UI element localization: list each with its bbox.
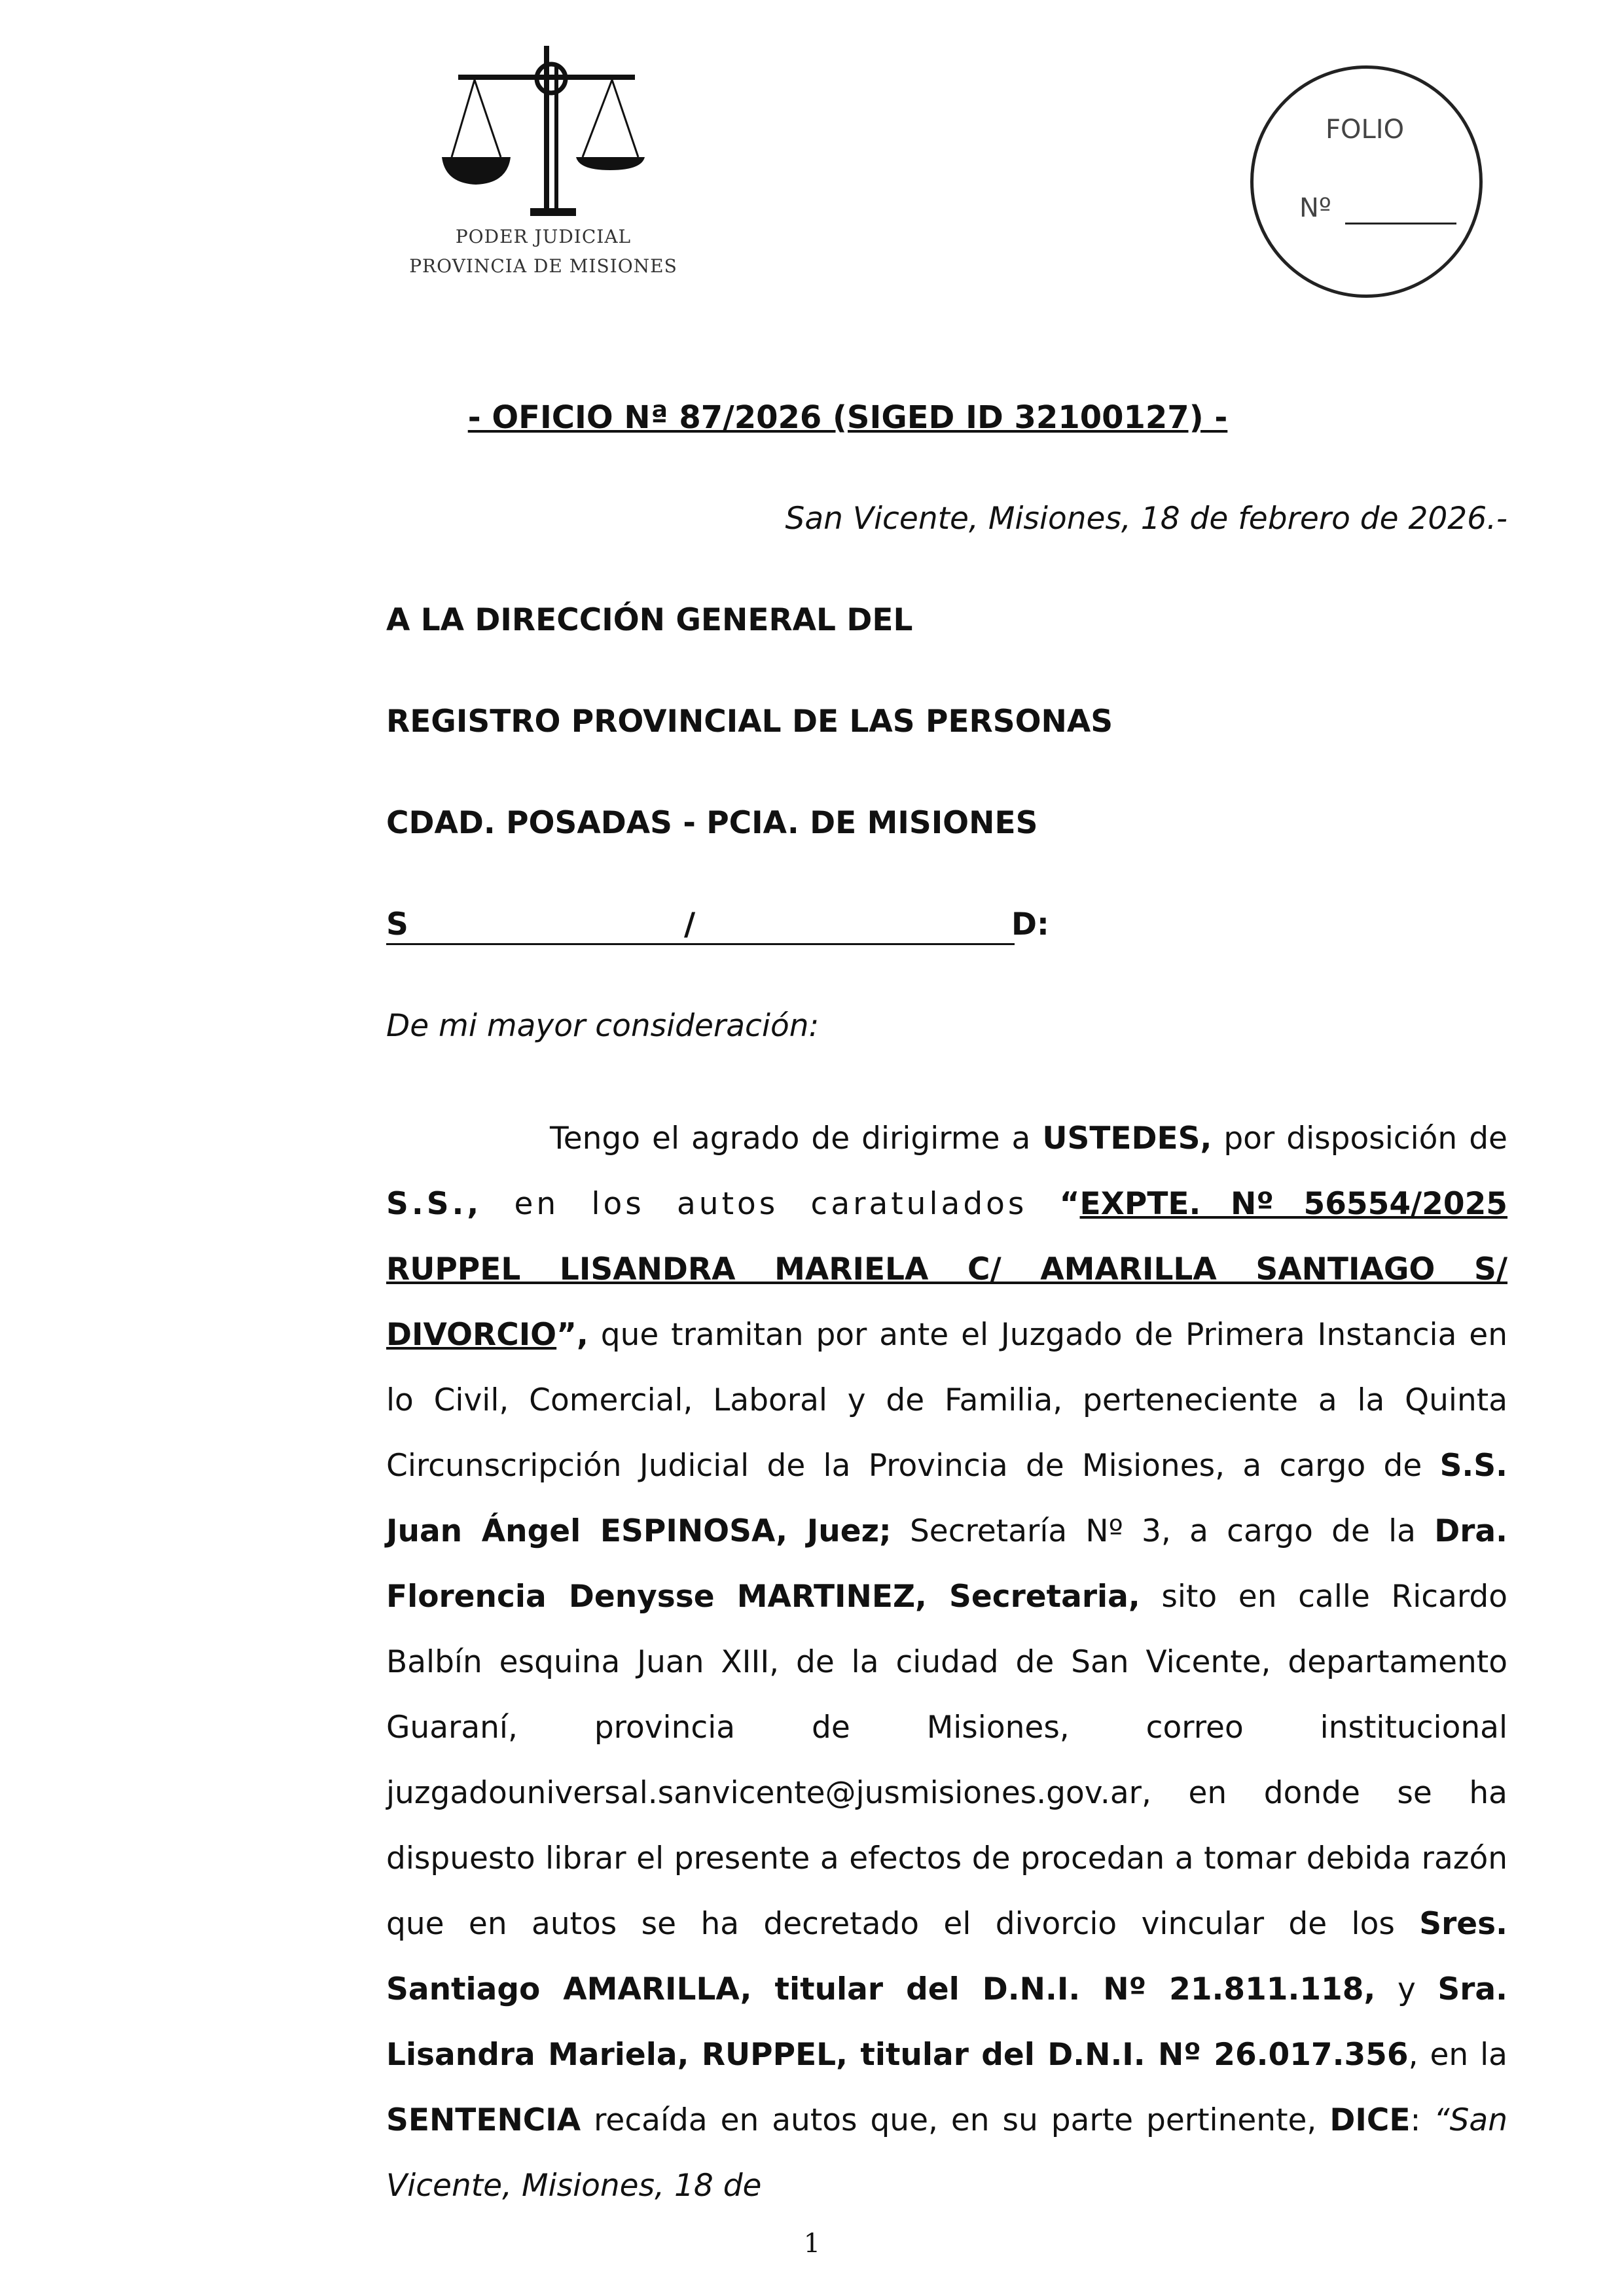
logo-text-poder-judicial: PODER JUDICIAL bbox=[455, 226, 632, 247]
body-text: : bbox=[1410, 2102, 1434, 2138]
place-date: San Vicente, Misiones, 18 de febrero de 2026.- bbox=[785, 501, 1507, 537]
scales-of-justice-icon bbox=[439, 39, 648, 223]
body-text: Tengo el agrado de dirigirme a bbox=[550, 1121, 1043, 1157]
body-text: que tramitan por ante el Juzgado de Primera Instancia en lo Civil, Comercial, Laboral y de Familia, perteneciente a la Quinta Circunscripción Judicial de la Provincia de Misiones, a cargo de bbox=[386, 1317, 1507, 1484]
body-text: en los autos caratulados bbox=[482, 1186, 1060, 1222]
addressee-line-1: A LA DIRECCIÓN GENERAL DEL bbox=[386, 602, 913, 638]
document-title: - OFICIO Nª 87/2026 (SIGED ID 32100127) - bbox=[467, 399, 1228, 436]
sd-d: D: bbox=[1011, 906, 1049, 942]
folio-stamp bbox=[1250, 65, 1483, 298]
sd-s: S bbox=[386, 906, 408, 942]
folio-number-blank bbox=[1345, 223, 1456, 224]
body-text: recaída en autos que, en su parte pertinente, bbox=[581, 2102, 1330, 2138]
body-bold: USTEDES, bbox=[1042, 1121, 1212, 1157]
court-logo bbox=[406, 39, 681, 288]
body-text: sito en calle Ricardo Balbín esquina Juan XIII, de la ciudad de San Vicente, departamento Guaraní, provincia de Misiones, correo institucional juzgadouniversal.sanvicente@jusmisiones.gov.ar, en donde se ha dispuesto librar el presente a efectos de procedan a tomar debida razón que en autos se ha decretado el divorcio vincular de los bbox=[386, 1579, 1507, 1942]
body-text: , en la bbox=[1408, 2037, 1507, 2073]
body-paragraph bbox=[386, 1106, 1507, 2219]
sd-slash: / bbox=[684, 906, 696, 942]
folio-number-label: Nº bbox=[1299, 193, 1331, 223]
case-quote-open: “ bbox=[1059, 1186, 1080, 1222]
judge-name: S.S. Juan Ángel ESPINOSA, Juez; bbox=[386, 1448, 1507, 1549]
body-text: por disposición de bbox=[1212, 1121, 1507, 1157]
sd-underline bbox=[386, 943, 1015, 945]
case-title: EXPTE. Nº 56554/2025 RUPPEL LISANDRA MARIELA C/ AMARILLA SANTIAGO S/ DIVORCIO bbox=[386, 1186, 1507, 1353]
logo-text-provincia: PROVINCIA DE MISIONES bbox=[409, 255, 677, 277]
quote-start: “San Vicente, Misiones, 18 de bbox=[386, 2102, 1508, 2204]
body-text: y bbox=[1375, 1971, 1438, 2007]
addressee-line-3: CDAD. POSADAS - PCIA. DE MISIONES bbox=[386, 805, 1038, 841]
page-number: 1 bbox=[803, 2229, 821, 2259]
body-text: Secretaría Nº 3, a cargo de la bbox=[891, 1513, 1435, 1549]
greeting: De mi mayor consideración: bbox=[386, 1008, 820, 1044]
party-2: Sra. Lisandra Mariela, RUPPEL, titular del D.N.I. Nº 26.017.356 bbox=[386, 1971, 1507, 2073]
dice-label: DICE bbox=[1329, 2102, 1411, 2138]
addressee-line-2: REGISTRO PROVINCIAL DE LAS PERSONAS bbox=[386, 704, 1113, 740]
body-bold: S.S., bbox=[386, 1186, 482, 1222]
case-quote-close: ”, bbox=[556, 1317, 588, 1353]
party-1: Sres. Santiago AMARILLA, titular del D.N.I. Nº 21.811.118, bbox=[386, 1906, 1507, 2007]
folio-label: FOLIO bbox=[1326, 115, 1405, 145]
sd-line bbox=[386, 906, 1051, 946]
sentencia-label: SENTENCIA bbox=[386, 2102, 581, 2138]
secretary-name: Dra. Florencia Denysse MARTINEZ, Secretaria, bbox=[386, 1513, 1507, 1615]
